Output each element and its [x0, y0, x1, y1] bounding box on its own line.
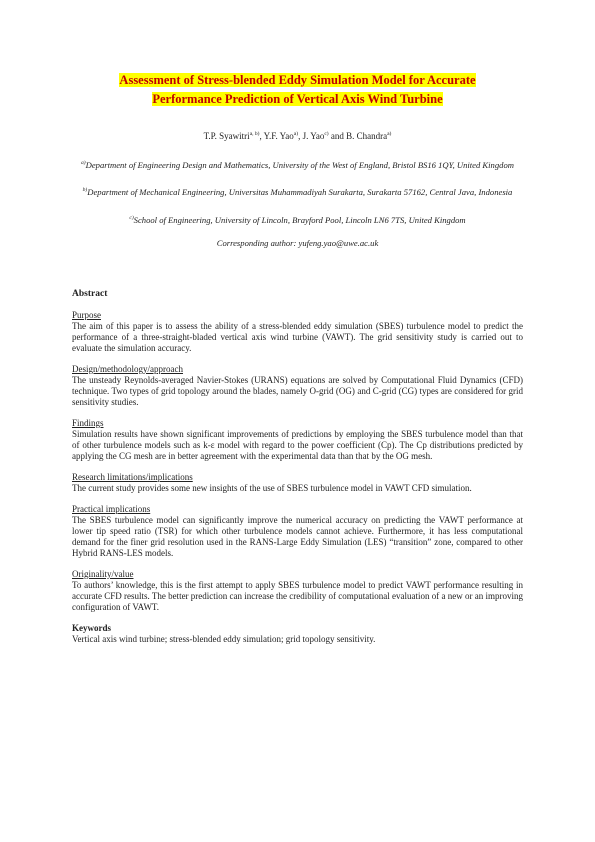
- section-heading: Research limitations/implications: [72, 472, 193, 482]
- author-affil-marker: c): [324, 131, 329, 137]
- affiliation: [80, 156, 515, 172]
- abstract-section-limitations: [72, 472, 523, 494]
- abstract-section-originality: [72, 569, 523, 613]
- affiliation-marker: a): [81, 160, 86, 166]
- affiliation-marker: c): [129, 215, 134, 221]
- title-line-2: Performance Prediction of Vertical Axis Wind Turbine: [152, 92, 443, 106]
- section-text: The unsteady Reynolds-averaged Navier-Stokes (URANS) equations are solved by Computational Fluid Dynamics (CFD) technique. Two types of grid topology around the blades, namely O-grid (OG) and C-grid (CG) types are considered for grid sensitivity studies.: [72, 375, 523, 407]
- section-heading: Purpose: [72, 310, 101, 320]
- affiliation-marker: b): [82, 187, 88, 193]
- section-heading: Practical implications: [72, 504, 151, 514]
- section-text: The current study provides some new insights of the use of SBES turbulence model in VAWT CFD simulation.: [72, 483, 472, 493]
- abstract-section-purpose: [72, 310, 523, 354]
- keywords-section: [72, 623, 523, 645]
- section-text: The SBES turbulence model can significantly improve the numerical accuracy on predicting the VAWT performance at lower tip speed ratio (TSR) for which other turbulence models cannot achieve. Furthermore, it has less computational demand for the finer grid resolution used in the RANS-Large Eddy Simulation (LES) “transition” zone, compared to other Hybrid RANS-LES models.: [72, 515, 523, 558]
- author-separator: ,: [259, 131, 264, 141]
- abstract-body: [72, 310, 523, 655]
- section-text: The aim of this paper is to assess the ability of a stress-blended eddy simulation (SBES) turbulence model to predict the performance of a three-straight-bladed vertical axis wind turbine (VAWT). The grid sensitivity study is carried out to evaluate the simulation accuracy.: [72, 321, 523, 353]
- corresponding-author: Corresponding author: yufeng.yao@uwe.ac.uk: [216, 238, 379, 248]
- keywords-text: Vertical axis wind turbine; stress-blended eddy simulation; grid topology sensitivity.: [72, 634, 376, 644]
- author-affil-marker: a): [293, 131, 299, 137]
- author-name: T.P. Syawitri: [203, 131, 250, 141]
- abstract-section-findings: [72, 418, 523, 462]
- affiliation-text: School of Engineering, University of Lincoln, Brayford Pool, Lincoln LN6 7TS, United Kingdom: [133, 214, 466, 225]
- author-name: J. Yao: [302, 131, 325, 141]
- author-name: B. Chandra: [346, 131, 388, 141]
- keywords-heading: Keywords: [72, 623, 111, 633]
- section-heading: Findings: [72, 418, 104, 428]
- section-text: To authors’ knowledge, this is the first attempt to apply SBES turbulence model to predict VAWT performance resulting in accurate CFD results. The better prediction can increase the credibility of computational evaluation of a new or an improving configuration of VAWT.: [72, 580, 523, 612]
- abstract-heading: Abstract: [72, 289, 108, 299]
- paper-title: [60, 71, 535, 109]
- abstract-section-practical: [72, 504, 523, 559]
- author-separator: ,: [298, 131, 303, 141]
- author-affil-marker: a, b): [249, 131, 260, 137]
- author-affil-marker: a): [387, 131, 392, 137]
- title-line-1: Assessment of Stress-blended Eddy Simulation Model for Accurate: [119, 73, 476, 87]
- author-list: [0, 128, 595, 142]
- author-separator: and: [328, 131, 347, 141]
- section-heading: Originality/value: [72, 569, 134, 579]
- affiliation: [80, 183, 515, 199]
- section-text: Simulation results have shown significant improvements of predictions by employing the SBES turbulence model than that of other turbulence models such as k-ε model with regard to the power coefficient (Cp). The Cp distributions predicted by applying the CG mesh are in better agreement with the experimental data than that by the OG mesh.: [72, 429, 523, 461]
- affiliation: [80, 211, 515, 227]
- affiliation-text: Department of Engineering Design and Mathematics, University of the West of England, Bristol BS16 1QY, United Kingdom: [85, 159, 514, 170]
- author-name: Y.F. Yao: [263, 131, 294, 141]
- abstract-section-design: [72, 364, 523, 408]
- section-heading: Design/methodology/approach: [72, 364, 183, 374]
- affiliation-text: Department of Mechanical Engineering, Universitas Muhammadiyah Surakarta, Surakarta 57162, Central Java, Indonesia: [87, 186, 513, 197]
